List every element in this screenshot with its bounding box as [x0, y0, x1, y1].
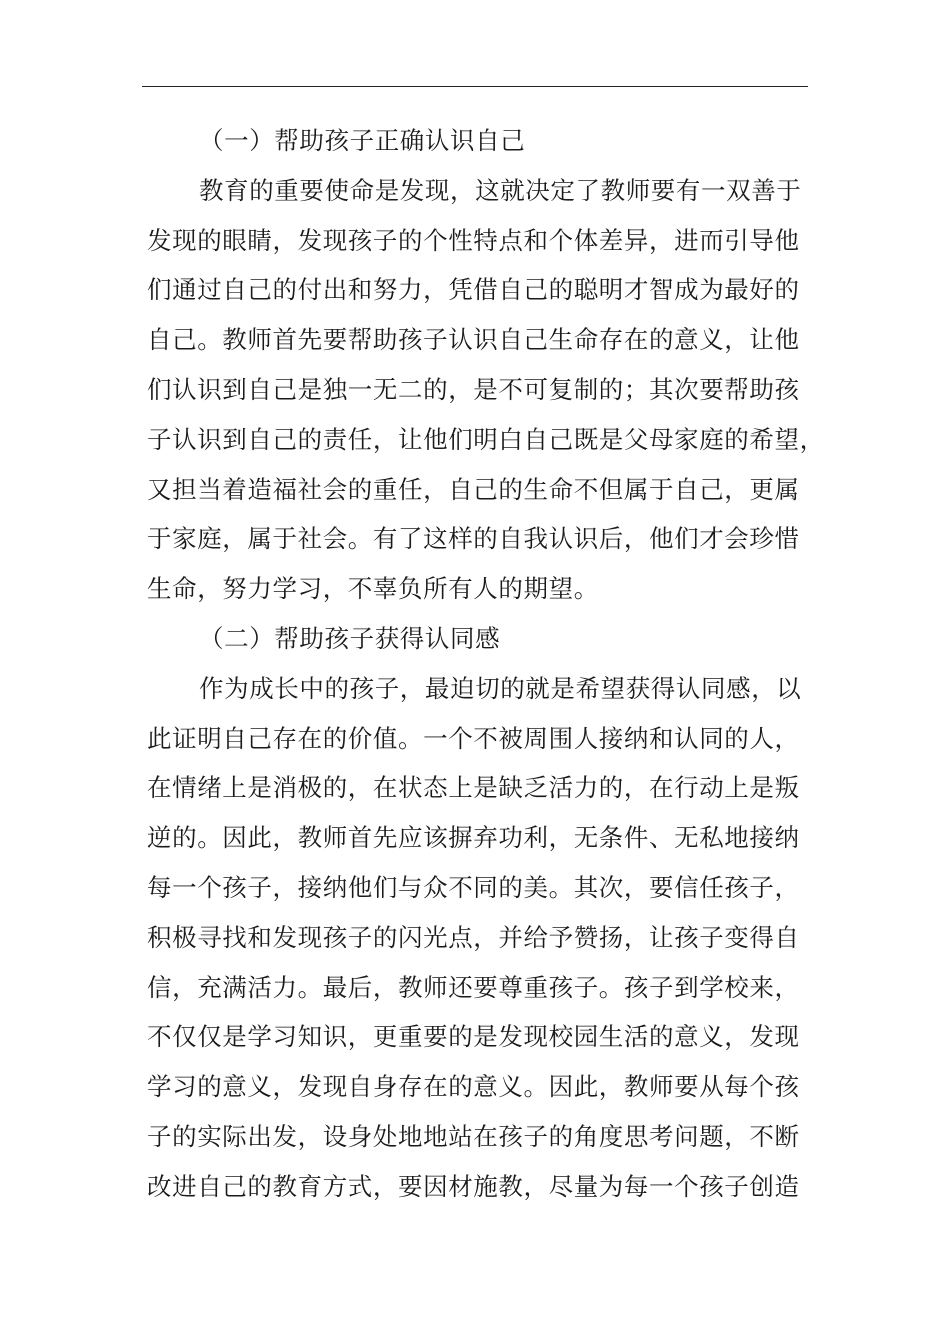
- paragraph-line: 又担当着造福社会的重任，自己的生命不但属于自己，更属: [147, 474, 800, 504]
- paragraph-line: 于家庭，属于社会。有了这样的自我认识后，他们才会珍惜: [147, 524, 800, 554]
- paragraph-line: 每一个孩子，接纳他们与众不同的美。其次，要信任孩子，: [147, 872, 800, 902]
- paragraph-line: 子认识到自己的责任，让他们明白自己既是父母家庭的希望，: [147, 424, 825, 454]
- paragraph-line: 子的实际出发，设身处地地站在孩子的角度思考问题，不断: [147, 1121, 800, 1151]
- paragraph-line: 生命，努力学习，不辜负所有人的期望。: [147, 574, 599, 604]
- section-heading-1: （一）帮助孩子正确认识自己: [199, 126, 526, 155]
- paragraph-line: 不仅仅是学习知识，更重要的是发现校园生活的意义，发现: [147, 1022, 800, 1052]
- paragraph-line: 自己。教师首先要帮助孩子认识自己生命存在的意义，让他: [147, 325, 800, 355]
- paragraph-line: 逆的。因此，教师首先应该摒弃功利，无条件、无私地接纳: [147, 823, 800, 853]
- section-heading-2: （二）帮助孩子获得认同感: [199, 623, 501, 653]
- document-body: [147, 116, 825, 1212]
- header-rule: [142, 86, 808, 87]
- paragraph-line: 积极寻找和发现孩子的闪光点，并给予赞扬，让孩子变得自: [147, 922, 800, 952]
- paragraph-line: 们认识到自己是独一无二的，是不可复制的；其次要帮助孩: [147, 374, 800, 404]
- paragraph-line: 们通过自己的付出和努力，凭借自己的聪明才智成为最好的: [147, 275, 800, 305]
- paragraph-line: 在情绪上是消极的，在状态上是缺乏活力的，在行动上是叛: [147, 773, 800, 803]
- paragraph-line: 作为成长中的孩子，最迫切的就是希望获得认同感，以: [199, 673, 802, 703]
- paragraph-line: 发现的眼睛，发现孩子的个性特点和个体差异，进而引导他: [147, 225, 800, 255]
- section-paragraph-1: [147, 166, 825, 614]
- paragraph-line: 学习的意义，发现自身存在的意义。因此，教师要从每个孩: [147, 1072, 800, 1102]
- paragraph-line: 教育的重要使命是发现，这就决定了教师要有一双善于: [199, 175, 802, 205]
- paragraph-line: 改进自己的教育方式，要因材施教，尽量为每一个孩子创造: [147, 1171, 800, 1201]
- section-paragraph-2: [147, 664, 812, 1212]
- paragraph-line: 此证明自己存在的价值。一个不被周围人接纳和认同的人，: [147, 723, 800, 753]
- paragraph-line: 信，充满活力。最后，教师还要尊重孩子。孩子到学校来，: [147, 972, 800, 1002]
